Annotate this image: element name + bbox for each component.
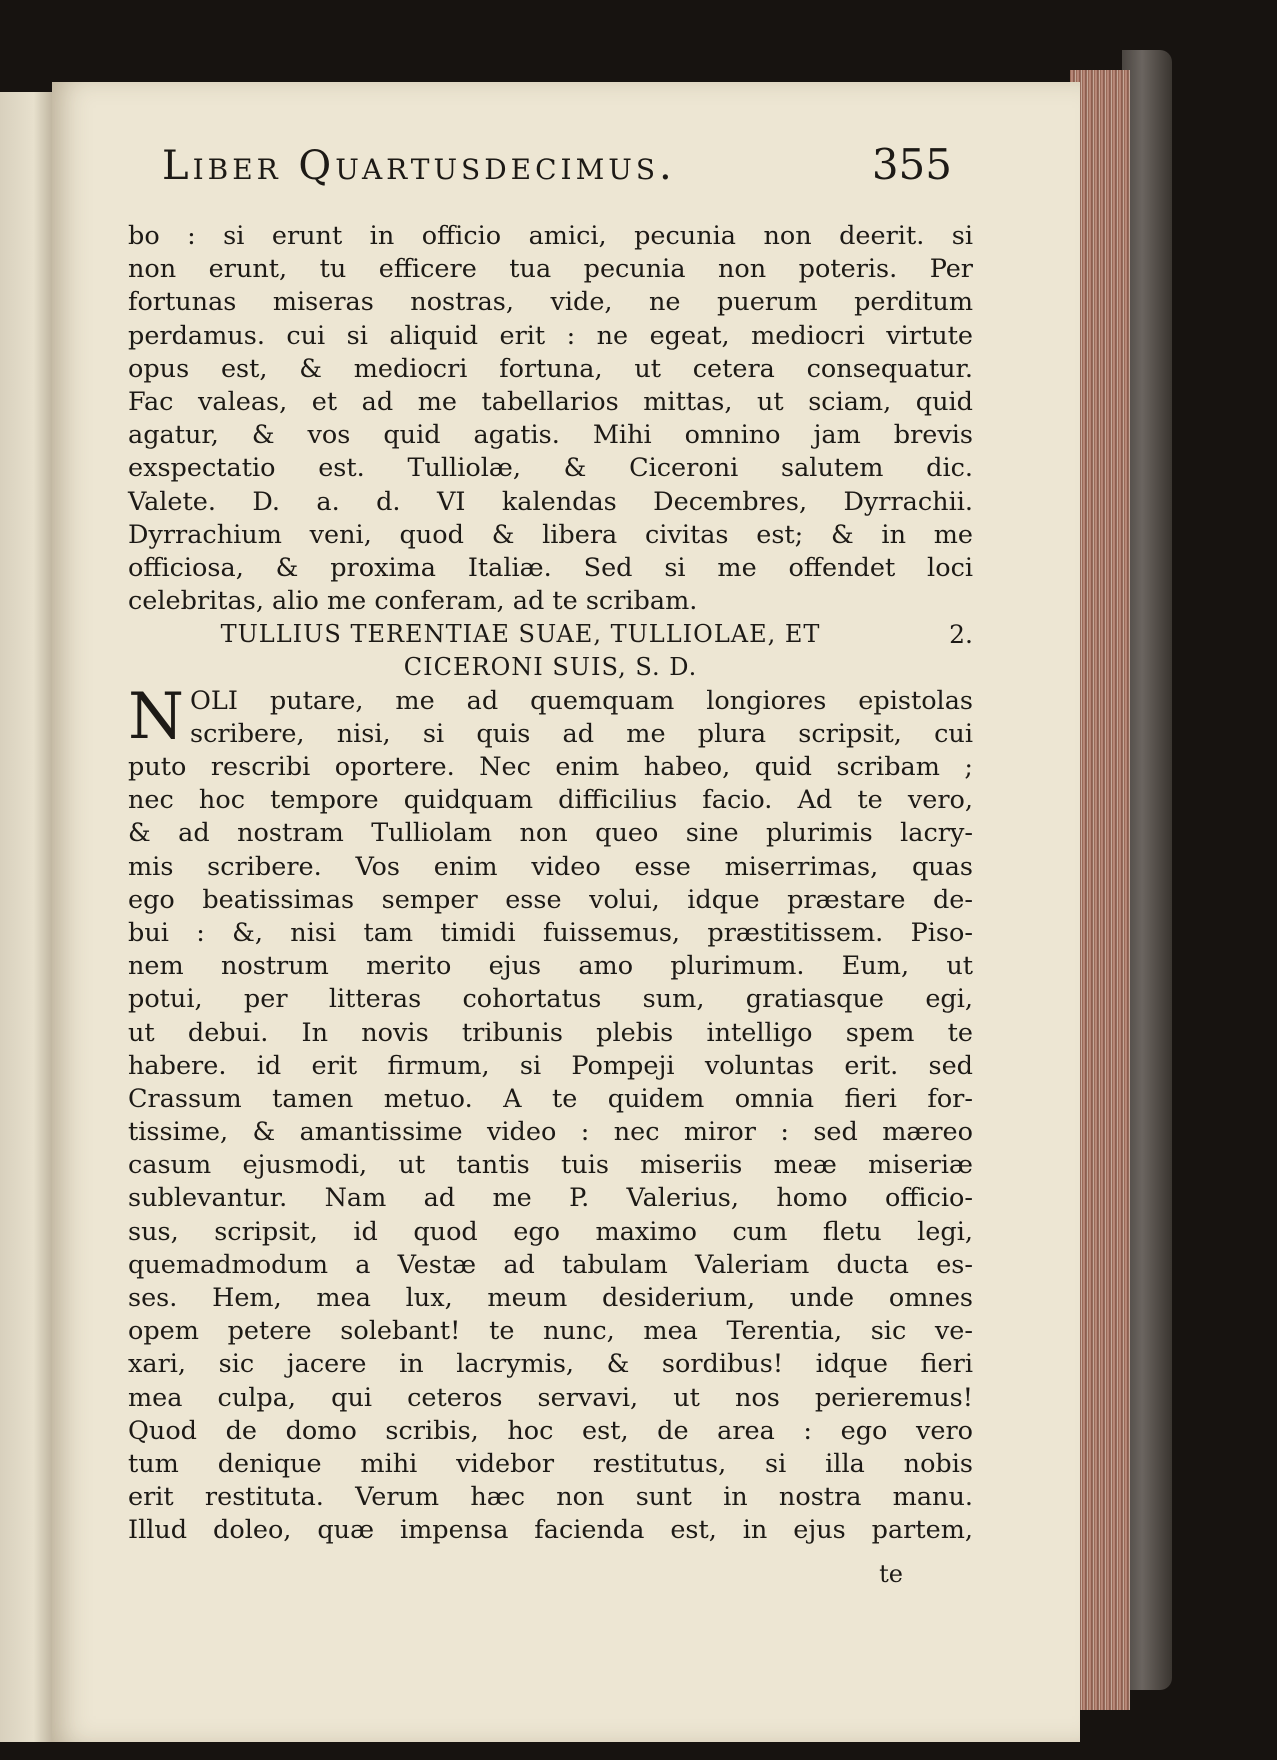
text-line: Illud doleo, quæ impensa facienda est, in ejus partem, — [128, 1515, 973, 1546]
facing-page-edge — [0, 92, 56, 1742]
text-line: Quod de domo scribis, hoc est, de area : ego vero — [128, 1415, 973, 1446]
text-line: opem petere solebant! te nunc, mea Terentia, sic ve- — [128, 1316, 973, 1347]
drop-cap-block — [128, 679, 973, 754]
letter-heading-line-2: CICERONI SUIS, S. D. — [403, 653, 698, 682]
text-line: officiosa, & proxima Italiæ. Sed si me offendet loci — [128, 552, 973, 583]
letter-number: 2. — [949, 620, 973, 650]
text-line: perdamus. cui si aliquid erit : ne egeat, mediocri virtute — [128, 320, 973, 351]
text-line: bui : &, nisi tam timidi fuissemus, præstitissem. Piso- — [128, 917, 973, 948]
text-line: sus, scripsit, id quod ego maximo cum fletu legi, — [128, 1216, 973, 1247]
text-line: xari, sic jacere in lacrymis, & sordibus! idque fieri — [128, 1349, 973, 1380]
text-line: Crassum tamen metuo. A te quidem omnia fieri for- — [128, 1083, 973, 1114]
text-line: & ad nostram Tulliolam non queo sine plurimis lacry- — [128, 818, 973, 849]
text-line: nem nostrum merito ejus amo plurimum. Eum, ut — [128, 951, 973, 982]
drop-cap-initial: N — [128, 679, 184, 754]
text-line: Dyrrachium veni, quod & libera civitas est; & in me — [128, 519, 973, 550]
letter-heading — [128, 618, 973, 684]
text-line: nec hoc tempore quidquam difficilius facio. Ad te vero, — [128, 785, 973, 816]
catchword-row — [128, 1548, 973, 1588]
paragraph-2 — [128, 679, 973, 1548]
text-line: fortunas miseras nostras, vide, ne puerum perditum — [128, 287, 973, 318]
text-line: potui, per litteras cohortatus sum, gratiasque egi, — [128, 984, 973, 1015]
text-line: habere. id erit firmum, si Pompeji voluntas erit. sed — [128, 1050, 973, 1081]
text-line: tum denique mihi videbor restitutus, si illa nobis — [128, 1448, 973, 1479]
text-line: sublevantur. Nam ad me P. Valerius, homo officio- — [128, 1183, 973, 1214]
text-line: ut debui. In novis tribunis plebis intelligo spem te — [128, 1017, 973, 1048]
catchword: te — [879, 1559, 903, 1588]
text-line: agatur, & vos quid agatis. Mihi omnino jam brevis — [128, 420, 973, 451]
text-line: mis scribere. Vos enim video esse miserrimas, quas — [128, 851, 973, 882]
text-line: OLI putare, me ad quemquam longiores epistolas — [190, 685, 973, 716]
text-line: erit restituta. Verum hæc non sunt in nostra manu. — [128, 1482, 973, 1513]
text-line: exspectatio est. Tulliolæ, & Ciceroni salutem dic. — [128, 453, 973, 484]
running-head — [162, 140, 952, 200]
text-line: casum ejusmodi, ut tantis tuis miseriis meæ miseriæ — [128, 1150, 973, 1181]
text-line: Valete. D. a. d. VI kalendas Decembres, Dyrrachii. — [128, 486, 973, 517]
text-line: quemadmodum a Vestæ ad tabulam Valeriam ducta es- — [128, 1249, 973, 1280]
text-line: tissime, & amantissime video : nec miror : sed mæreo — [128, 1117, 973, 1148]
text-line: celebritas, alio me conferam, ad te scribam. — [128, 586, 698, 617]
text-line: opus est, & mediocri fortuna, ut cetera consequatur. — [128, 353, 973, 384]
text-line: bo : si erunt in officio amici, pecunia non deerit. si — [128, 221, 973, 251]
running-title: Liber Quartusdecimus. — [162, 143, 676, 189]
text-line: mea culpa, qui ceteros servavi, ut nos perieremus! — [128, 1382, 973, 1413]
text-line: puto rescribi oportere. Nec enim habeo, quid scribam ; — [128, 752, 973, 782]
page-number: 355 — [871, 140, 952, 189]
text-line: ego beatissimas semper esse volui, idque præstare de- — [128, 884, 973, 915]
body-text — [128, 220, 973, 1588]
paragraph-1 — [128, 220, 973, 618]
text-line: ses. Hem, mea lux, meum desiderium, unde omnes — [128, 1283, 973, 1313]
text-line: Fac valeas, et ad me tabellarios mittas, ut sciam, quid — [128, 386, 973, 417]
text-line: non erunt, tu efficere tua pecunia non poteris. Per — [128, 254, 973, 285]
text-line: scribere, nisi, si quis ad me plura scripsit, cui — [190, 718, 973, 749]
letter-heading-line-1: TULLIUS TERENTIAE SUAE, TULLIOLAE, ET — [220, 620, 821, 649]
